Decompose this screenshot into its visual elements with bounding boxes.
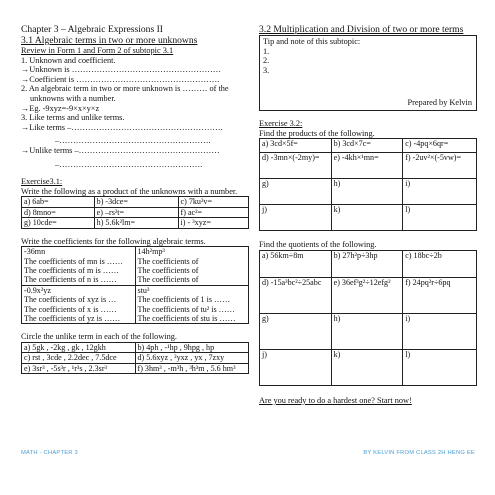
exercise-cell: e) –rs²t= [94,207,178,217]
notes-line: →Unlike terms –…………………………………………… [21,145,220,155]
table-row [22,353,249,363]
algebraic-term: 14h²mp³ [137,247,165,257]
coefficient-line: The coefficients of tu² is …… [137,304,235,314]
section-title: 3.1 Algebraic terms in two or more unknowns [21,35,198,46]
exercise-3-1-title: Exercise3.1: [21,177,63,187]
table-row [22,207,249,217]
exercise-cell: l) [403,349,477,385]
coefficient-line: The coefficients of 1 is …… [137,295,231,305]
table-row [22,197,249,207]
exercise-3-1-table [21,196,249,228]
exercise-cell: d) 8mno= [22,207,95,217]
exercise-cell: b) 3cd×7c= [331,139,403,153]
coefficient-line: The coefficients of [137,265,199,275]
table-row [260,313,477,349]
exercise-cell: i) - ³xyz= [178,218,248,228]
coefficient-line: The coefficients of x is …… [24,304,117,314]
table-row [260,179,477,205]
exercise-cell: k) [331,349,403,385]
exercise-cell: e) 3sr³ , -5s³r , ¹r³s , 2.3sr³ [22,363,136,373]
table-row [260,349,477,385]
notes-line: –……………………………………………. [55,159,203,169]
exercise-cell: i) [403,313,477,349]
coefficient-line: The coefficients of n is …… [24,275,117,285]
exercise-cell: k) [331,205,403,231]
table-row [260,250,477,277]
right-column [259,24,477,405]
chapter-title: Chapter 3 – Algebraic Expressions II [21,24,164,35]
coefficient-block [22,285,136,324]
exercise-cell: a) 56km÷8m [260,250,332,277]
table-row [22,363,249,373]
notes-line: →Like terms –………………………………………………. [21,122,223,132]
exercise-cell: h) [331,313,403,349]
coefficient-line: The coefficients of [137,275,199,285]
notes-line: unknowns with a number. [30,93,116,103]
footer-left: MATH - CHAPTER 3 [21,450,78,456]
coefficient-block [135,285,249,324]
exercise-cell: g) [260,313,332,349]
table-row [260,277,477,313]
table-row [260,205,477,231]
quotients-instruction: Find the quotients of the following. [259,240,377,250]
coefficient-block [22,247,136,286]
exercise-cell: b) 27h²p÷3hp [331,250,403,277]
exercise-cell: c) -4pq×6qr= [403,139,477,153]
exercise-cell: d) -3mn×(-2my)= [260,153,332,179]
exercise-cell: h) [331,179,403,205]
exercise-cell: b) 4ph , -¹hp , 9hpg , hp [135,342,249,352]
notes-line: 1. Unknown and coefficient. [21,55,116,65]
table-row [22,218,249,228]
left-column [21,24,249,374]
coefficient-line: The coefficients of mn is …… [24,256,123,266]
coefficient-line: The coefficients of m is …… [24,265,119,275]
review-heading: Review in Form 1 and Form 2 of subtopic 3.1 [21,46,174,55]
exercise-cell: c) 18bc÷2b [403,250,477,277]
coefficient-line: The coefficients of xyz is … [24,295,117,305]
exercise-cell: f) 24pq²r÷6pq [403,277,477,313]
tip-item: 1. [263,46,270,56]
unlike-term-instruction: Circle the unlike term in each of the following. [21,332,177,342]
notes-line: →Unknown is ……………………………………………… [21,65,222,75]
exercise-cell: g) 10cde= [22,218,95,228]
exercise-cell: g) [260,179,332,205]
notes-line: 3. Like terms and unlike terms. [21,113,125,123]
coefficient-line: The coefficients of [137,256,199,266]
coefficient-line: The coefficients of yz is …… [24,313,121,323]
exercise-cell: d) 5.6xyz , ²yxz , yx , 7zxy [135,353,249,363]
notes-line: →Coefficient is ……………………………………………. [21,74,220,84]
prepared-by: Prepared by Kelvin [407,98,472,108]
table-row [260,139,477,153]
exercise-cell: e) -4kh×¹mn= [331,153,403,179]
table-row [22,285,249,324]
exercise-cell: a) 3cd×5f= [260,139,332,153]
exercise-cell: i) [403,179,477,205]
exercise-cell: a) 6ab= [22,197,95,207]
exercise-cell: f) ac²= [178,207,248,217]
exercise-cell: j) [260,349,332,385]
table-row [260,153,477,179]
coefficient-line: The coefficients of stu is …… [137,313,236,323]
tip-title: Tip and note of this subtopic: [263,37,361,46]
notes-line: –………………………………………………. [55,136,211,146]
table-row [22,342,249,352]
coefficient-block [135,247,249,286]
notes-line: 2. An algebraic term in two or more unknown is ……… of the [21,84,229,94]
coefficients-instruction: Write the coefficients for the following algebraic terms. [21,236,206,246]
tip-item: 3. [263,65,270,75]
table-row [22,247,249,286]
tip-box [259,35,477,111]
exercise-cell: f) 3hm³ , -m³h , ³h³m , 5.6 hm³ [135,363,249,373]
exercise-cell: d) -15a³bc²÷25abc [260,277,332,313]
algebraic-term: stu³ [137,285,150,295]
footer-right: BY KELVIN FROM CLASS 2H HENG EE [363,450,475,456]
exercise-3-2-title: Exercise 3.2: [259,119,303,128]
exercise-cell: b) -3dce= [94,197,178,207]
exercise-3-1-instruction: Write the following as a product of the unknowns with a number. [21,186,238,196]
exercise-cell: c) 7ku²v= [178,197,248,207]
tip-item: 2. [263,56,270,66]
exercise-cell: h) 5.6k²lm= [94,218,178,228]
products-table [259,138,477,231]
exercise-cell: e) 36ef³g²÷12efg² [331,277,403,313]
closing-text: Are you ready to do a hardest one? Start now! [259,395,412,405]
exercise-cell: l) [403,205,477,231]
exercise-cell: j) [260,205,332,231]
algebraic-term: -36mn [24,247,46,257]
exercise-cell: c) rst , 3cde , 2.2dec , 7.5dce [22,353,136,363]
section-title: 3.2 Multiplication and Division of two or more terms [259,24,464,35]
quotients-table [259,250,477,386]
products-instruction: Find the products of the following. [259,128,375,138]
algebraic-term: -0.9x²yz [24,285,51,295]
exercise-cell: a) 5gk , -2kg , gk , 12gkh [22,342,136,352]
notes-line: →Eg. -9xyz=-9×x×y×z [21,103,100,113]
exercise-cell: f) -2uv²×(-5vw)= [403,153,477,179]
coefficients-table [21,246,249,324]
unlike-term-table [21,342,249,374]
